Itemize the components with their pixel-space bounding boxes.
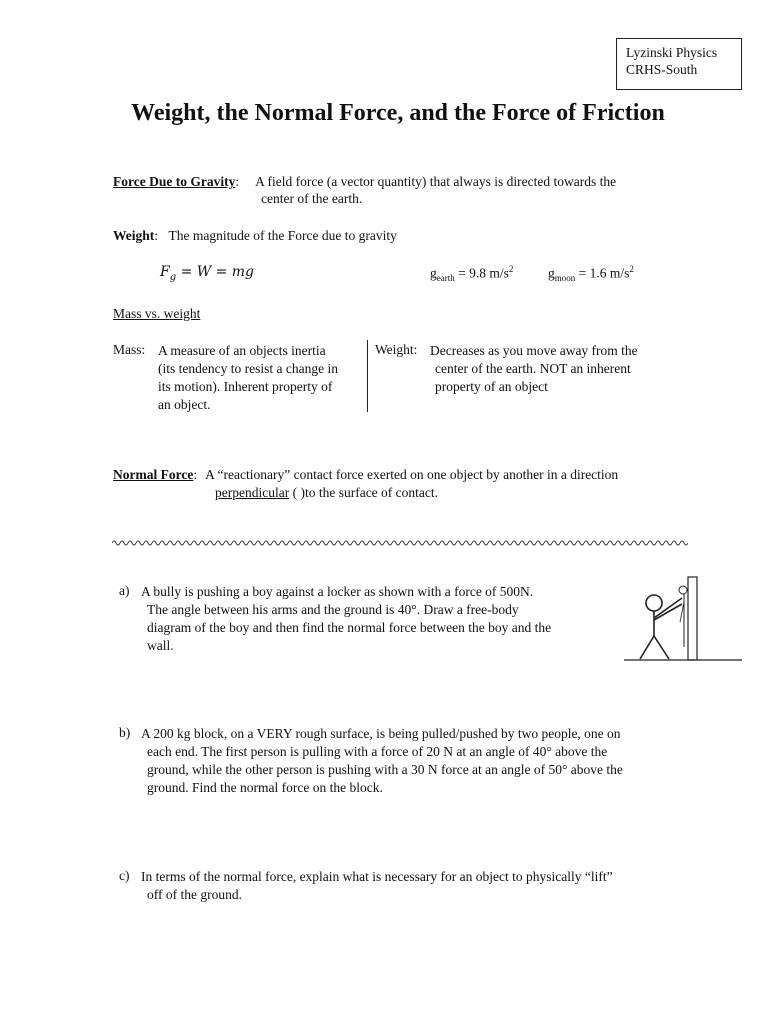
header-box	[616, 38, 742, 90]
weight-label: Weight:	[375, 342, 418, 357]
weight-line: center of the earth. NOT an inherent	[435, 361, 631, 376]
problem-b-marker: b)	[119, 725, 131, 740]
header-line-1: Lyzinski Physics	[626, 45, 718, 60]
weight-line: property of an object	[435, 379, 548, 394]
g-moon-sub: moon	[554, 273, 576, 284]
problem-a-text	[141, 583, 551, 655]
g-moon-exp: 2	[629, 264, 634, 274]
problem-a-marker: a)	[119, 583, 130, 598]
g-moon-letter: g	[548, 265, 555, 281]
gravity-colon: :	[235, 174, 240, 189]
gravity-def-1: A field force (a vector quantity) that always is directed towards the	[255, 174, 617, 189]
weight-line: Decreases as you move away from the	[430, 343, 638, 358]
wavy-divider	[112, 538, 688, 548]
normal-def-1: A “reactionary” contact force exerted on one object by another in a direction	[205, 467, 619, 482]
weight-definition	[113, 228, 397, 244]
g-earth-exp: 2	[508, 264, 514, 274]
gravity-definition-line-1	[113, 174, 616, 190]
mass-vs-weight-heading: Mass vs. weight	[113, 306, 201, 321]
problem-c-line: off of the ground.	[147, 887, 242, 902]
mass-line: an object.	[158, 397, 211, 412]
mass-line: its motion). Inherent property of	[158, 379, 333, 394]
g-earth-value: = 9.8 m/s	[458, 265, 509, 281]
g-earth	[430, 264, 513, 283]
weight-colon: :	[154, 228, 159, 243]
problem-c-marker: c)	[119, 868, 130, 883]
problem-a-line: wall.	[147, 638, 174, 653]
g-earth-sub: earth	[436, 273, 455, 284]
formula-sub-g: g	[169, 271, 177, 283]
g-moon	[548, 264, 634, 283]
problem-b-line: ground. Find the normal force on the block.	[147, 780, 383, 795]
page-title: Weight, the Normal Force, and the Force of Friction	[131, 100, 665, 126]
normal-colon: :	[193, 467, 198, 482]
gravity-def-2: center of the earth.	[261, 191, 363, 206]
weight-def: The magnitude of the Force due to gravity	[168, 228, 397, 243]
mass-label: Mass:	[113, 342, 146, 357]
mass-definition	[158, 342, 338, 414]
header-line-2: CRHS-South	[626, 62, 698, 77]
formula-F: F	[160, 264, 170, 280]
problem-b-line: each end. The first person is pulling with a force of 20 N at an angle of 40° above the	[147, 744, 608, 759]
problem-b-line: ground, while the other person is pushing with a 30 N force at an angle of 50° above the	[147, 762, 623, 777]
g-earth-letter: g	[430, 265, 437, 281]
problem-c-line: In terms of the normal force, explain what is necessary for an object to physically “lift”	[141, 869, 613, 884]
problem-a-line: A bully is pushing a boy against a locker as shown with a force of 500N.	[141, 584, 534, 599]
g-moon-value: = 1.6 m/s	[578, 265, 630, 281]
normal-term: Normal Force	[113, 467, 194, 482]
weight-formula	[160, 264, 254, 283]
column-divider	[367, 340, 368, 412]
normal-def-2: ( )to the surface of contact.	[289, 485, 439, 500]
bully-pushing-boy-illustration	[620, 572, 746, 664]
perpendicular-word: perpendicular	[215, 485, 290, 500]
formula-rest: = W = mg	[180, 264, 255, 280]
mass-line: (its tendency to resist a change in	[158, 361, 338, 376]
problem-c-text	[141, 868, 613, 904]
problem-b-line: A 200 kg block, on a VERY rough surface, is being pulled/pushed by two people, one on	[141, 726, 621, 741]
problem-a-line: diagram of the boy and then find the normal force between the boy and the	[147, 620, 552, 635]
weight-term: Weight	[113, 228, 155, 243]
problem-b-text	[141, 725, 623, 797]
normal-definition-line-1	[113, 467, 618, 483]
mass-line: A measure of an objects inertia	[158, 343, 326, 358]
gravity-term: Force Due to Gravity	[113, 174, 236, 189]
weight-compare-definition	[430, 342, 638, 396]
normal-definition-line-2	[215, 485, 438, 501]
problem-a-line: The angle between his arms and the ground is 40°. Draw a free-body	[147, 602, 519, 617]
